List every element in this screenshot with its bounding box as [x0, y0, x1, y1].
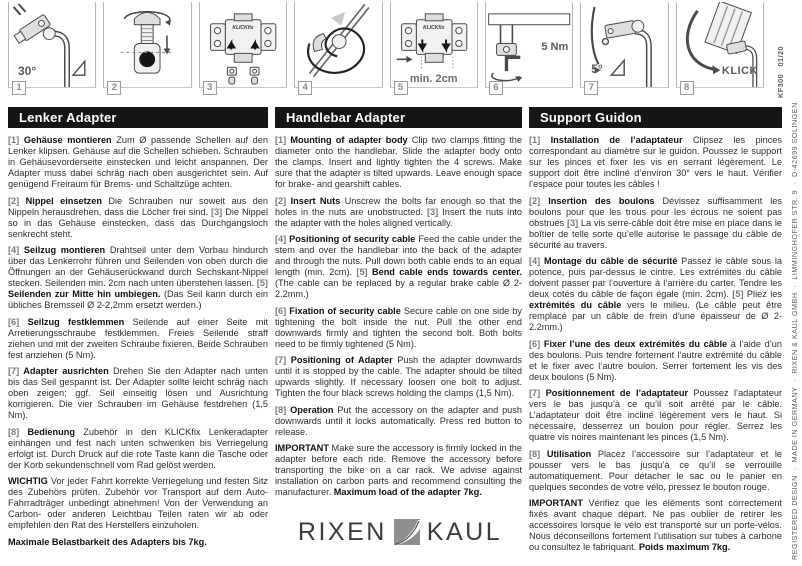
column-title: Lenker Adapter: [8, 107, 268, 128]
instruction-paragraph: [8] Bedienung Zubehör in den KLICKfix Lenkeradapter einhängen und fest nach unten schwenken bis Verriegelung erfolgt ist. Durch Druck auf die rote Taste kann die Tasche oder der Korb sekundenschnell vom Rad gelöst werden.: [8, 426, 268, 470]
step-panel-2: [103, 2, 191, 94]
instruction-paragraph: [1] Gehäuse montieren Zum Ø passende Schellen auf den Lenker klipsen. Gehäuse auf die Schellen schieben. Schrauben in Gehäusevorderseite einstecken und leicht anspannen. Der Adapter muss dabei schräg nach oben ausgerichtet sein. Auf genügend Freiraum für Brems- und Schaltzüge achten.: [8, 135, 269, 189]
min-2cm-label: min. 2cm: [409, 73, 458, 85]
column-title: Handlebar Adapter: [275, 107, 522, 128]
angle-5-label: 5°: [591, 62, 603, 76]
step-number-badge: 8: [680, 81, 694, 95]
klickfix-brand-label: KLICKfix: [232, 25, 254, 31]
step-panel-7: [580, 2, 668, 94]
instruction-paragraph: [6] Fixer l’une des deux extrémités du câble à l’aide d’un des boulons. Puis tendre fortement l’autre extrémité du câble et le fixer avec l’autre boulon. Serrer fortement les vis des deux boulons (5 Nm).: [529, 338, 783, 382]
step-panel-1: [8, 2, 96, 94]
language-column: [275, 107, 522, 559]
step-panel-4: [294, 2, 382, 94]
instruction-paragraph: [7] Adapter ausrichten Drehen Sie den Adapter nach unten bis das Seil gespannt ist. Der Adapter sollte leicht schräg nach oben zeigen; ggf. Seil einseitig lösen und Ausrichtung korrigieren. Die vier Schrauben im Gehäuse festdrehen (1,5 Nm).: [8, 366, 268, 420]
step-illustration-strip: [8, 2, 764, 94]
logo-text-rixen: RIXEN: [297, 517, 387, 546]
instruction-paragraph: [6] Fixation of security cable Secure cable on one side by tightening the bolt inside the nut. Pull the other end downwards firmly and tighten the second bolt. Both bolts need to be firmly tightened (5 Nm).: [275, 305, 522, 349]
instruction-paragraph: [4] Positioning of security cable Feed the cable under the stem and over the handlebar into the back of the adapter and through the nuts. Pull down both cable ends to an equal length (min. 2cm). [5] Bend cable ends towards center. (The cable can be replaced by a regular brake cable Ø 2-2.2mm.): [275, 234, 523, 299]
instruction-paragraph: [4] Seilzug montieren Drahtseil unter dem Vorbau hindurch über das Lenkerrohr führen und Seilenden von oben durch die Öffnungen an der Gehäuserückwand durch Sechskant-Nippel stecken. Seilenden min. 2cm nach unten überstehen lassen. [5] Seilenden zur Mitte hin umbiegen. (Das Seil kann durch ein übliches Bremsseil Ø 2-2,2mm ersetzt werden.): [8, 245, 268, 310]
step-number-badge: 2: [107, 81, 121, 95]
instruction-paragraph: [1] Installation de l’adaptateur Clipsez les pinces correspondant au diamètre sur le guidon. Poussez le support sur les pinces et fixer les vis en serrant légèrement. Le support doit être incliné d’environ 30° vers le haut. Vérifier l’espace pour toutes les câbles !: [529, 135, 783, 189]
manufacturer-imprint: REGISTERED DESIGN · MADE IN GERMANY · RIXEN & KAUL GMBH · LIMMINGHOFER STR. 9 · D-42699 SOLINGEN: [790, 102, 799, 560]
angle-30-label: 30°: [18, 64, 37, 78]
step-number-badge: 5: [394, 81, 408, 95]
step-panel-8: [676, 2, 764, 94]
bolt-unscrew-illustration: [104, 2, 190, 87]
step-number-badge: 1: [12, 81, 26, 95]
instruction-paragraph: Maximale Belastbarkeit des Adapters bis 7kg.: [8, 536, 207, 547]
instruction-paragraph: [1] Mounting of adapter body Clip two clamps fitting the diameter onto the handlebar. Slide the adapter body onto the clamps. Insert and lightly tighten the 4 screws. Make sure that the adapter is tilted upwards. Leave enough space for brake- and gearshift cables.: [275, 135, 522, 189]
instruction-paragraph: WICHTIG Vor jeder Fahrt korrekte Verriegelung und festen Sitz des Zubehörs prüfen. Zubehör vor Transport auf dem Auto-Fahrradträger unbedingt abnehmen! Von der Verwendung an Carbon- oder anderen Leichtbau Teilen raten wir ab oder empfehlen den Rat des Herstellers einzuholen.: [8, 476, 268, 530]
klick-label: KLICK: [721, 65, 758, 77]
column-body: [8, 128, 268, 548]
column-body: [529, 128, 782, 553]
instruction-paragraph: [8] Operation Put the accessory on the adapter and push downwards until it locks automatically. Press red button to release.: [275, 404, 522, 437]
instruction-paragraph: [6] Seilzug festklemmen Seilende auf einer Seite mit Arretierungsschraube festklemmen. Freies Seilende straff ziehen und mit der zweiten Schraube fixieren. Beide Schrauben fest anziehen (5 Nm).: [8, 316, 268, 360]
logo-text-kaul: KAUL: [426, 517, 503, 546]
step-panel-6: [485, 2, 573, 94]
document-code: KF300 01/20: [776, 45, 785, 98]
step-number-badge: 3: [203, 81, 217, 95]
language-column: [8, 107, 268, 559]
text-columns: [8, 107, 782, 559]
step-panel-5: [390, 2, 478, 94]
instruction-paragraph: [7] Positioning of Adapter Push the adapter downwards until it is stopped by the cable. The adapter should be tilted upwards slightly. If necessary loosen one bolt to adjust. Tighten the four black screws holding the clamps (1,5 Nm).: [275, 355, 523, 398]
column-body: [275, 128, 522, 498]
instruction-paragraph: [7] Positionnement de l’adaptateur Poussez l’adaptateur vers le bas jusqu’à ce qu’il soit arrêté par le câble. L’adaptateur doit être incliné légèrement vers le haut. Si nécessaire, desserrez un boulon pour régler. Serrez les quatre vis noires maintenant les pinces (1,5 Nm).: [529, 388, 783, 442]
column-title: Support Guidon: [529, 107, 782, 128]
instruction-paragraph: [2] Insert Nuts Unscrew the bolts far enough so that the holes in the nuts are unobstructed. [3] Insert the nuts into the adapter with the holes aligned vertically.: [275, 195, 523, 228]
instruction-paragraph: IMPORTANT Vérifiez que les éléments sont correctement fixés avant chaque départ. Ne pas oublier de retirer les accessoires lorsque le vélo est transporté sur un porte-vélos. Nous déconseillons fortement l’utilisation sur tubes à carbone ou consultez le fabriquant. Poids maximum 7kg.: [529, 498, 782, 552]
instruction-paragraph: [4] Montage du câble de sécurité Passez le câble sous la potence, puis par-dessus le cintre. Les extrémités du câble doivent passer par l’ouverture à l’arrière du carter. Tendre les deux cotés du câble de façon égale (min. 2cm). [5] Pliez les extrémités du câble vers le milieu. (Le câble peut être remplacé par un câble de frein d’une épaisseur de Ø 2-2.2mm.): [529, 256, 782, 332]
instruction-paragraph: IMPORTANT Make sure the accessory is firmly locked in the adapter before each ride. Remove the accessory before transporting the bike on a car rack. We advise against installation on carbon parts and recommend consulting the manufacturer. Maximum load of the adapter 7kg.: [275, 443, 522, 497]
rixen-kaul-logo: [290, 514, 510, 550]
insert-nuts-illustration: [200, 2, 286, 87]
instruction-paragraph: [8] Utilisation Placez l’accessoire sur l’adaptateur et le pousser vers le bas jusqu’à ce qu’il se verrouille automatiquement. Pour détacher le sac ou le panier en quelques secondes de votre vélo, pressez le bouton rouge.: [529, 448, 782, 492]
cable-routing-illustration: [295, 2, 381, 87]
step-number-badge: 7: [584, 81, 598, 95]
rixen-kaul-swoosh-icon: [394, 519, 420, 545]
step-panel-3: [199, 2, 287, 94]
torque-5nm-label: 5 Nm: [541, 41, 569, 53]
step-number-badge: 4: [298, 81, 312, 95]
step-number-badge: 6: [489, 81, 503, 95]
instruction-paragraph: [2] Insertion des boulons Dévissez suffisamment les boulons pour que les trous pour les écrous ne soient pas obstrués [3] La vis serre-câble doit être mise en place dans le boîtier de telle sorte qu’elle autorise le passage du câble de sécurité au travers.: [529, 195, 782, 250]
language-column: [529, 107, 782, 559]
klickfix-brand-label: KLICKfix: [423, 25, 445, 31]
instruction-paragraph: [2] Nippel einsetzen Die Schrauben nur soweit aus den Nippeln herausdrehen, dass die Löcher frei sind. [3] Die Nippel so in das Gehäuse einstecken, dass das Durchgangsloch senkrecht steht.: [8, 195, 268, 239]
